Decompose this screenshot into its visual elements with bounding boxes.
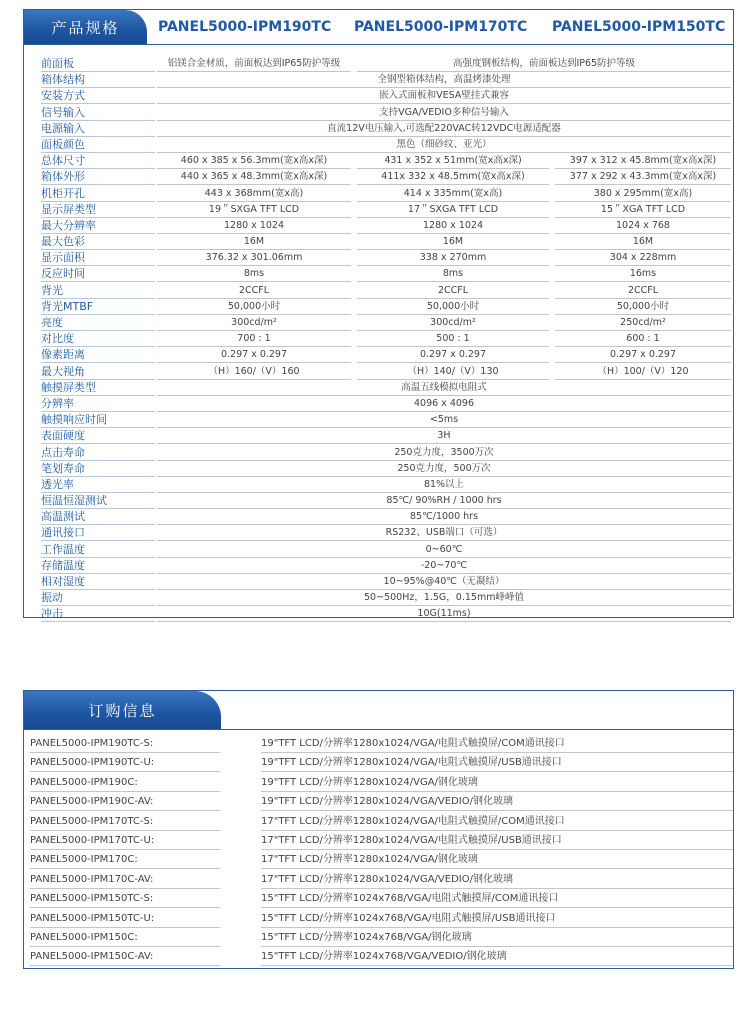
spec-value-190: 440 x 365 x 48.3mm(宽x高x深) — [157, 169, 351, 185]
spec-value-170: 414 x 335mm(宽x高) — [357, 186, 549, 202]
spec-label: 触摸响应时间 — [41, 412, 155, 428]
spec-label: 背光MTBF — [41, 299, 155, 315]
spec-value-170: 338 x 270mm — [357, 250, 549, 266]
spec-value-190: 2CCFL — [157, 283, 351, 299]
spec-row — [24, 396, 733, 412]
spec-row — [24, 169, 733, 185]
order-row — [24, 890, 733, 909]
spec-label: 振动 — [41, 590, 155, 606]
order-description: 15"TFT LCD/分辨率1024x768/VGA/电阻式触摸屏/COM通讯接口 — [261, 890, 733, 908]
spec-value-all: 10~95%@40℃（无凝结） — [157, 574, 731, 590]
order-part-number: PANEL5000-IPM170C: — [30, 851, 220, 869]
spec-value-170: 50,000小时 — [357, 299, 549, 315]
order-part-number: PANEL5000-IPM190C-AV: — [30, 793, 220, 811]
spec-value-170: 0.297 x 0.297 — [357, 347, 549, 363]
order-description: 19"TFT LCD/分辨率1280x1024/VGA/钢化玻璃 — [261, 774, 733, 792]
spec-row — [24, 606, 733, 622]
spec-value-all: 黑色（细砂纹、亚光） — [157, 137, 731, 153]
order-header-label: 订购信息 — [24, 691, 221, 729]
spec-value-170: 17＂SXGA TFT LCD — [357, 202, 549, 218]
order-row — [24, 735, 733, 754]
spec-value-all: RS232、USB端口（可选） — [157, 525, 731, 541]
spec-value-190: 0.297 x 0.297 — [157, 347, 351, 363]
spec-row — [24, 250, 733, 266]
spec-value-all: 81%以上 — [157, 477, 731, 493]
order-row — [24, 871, 733, 890]
spec-row — [24, 299, 733, 315]
model-name-150: PANEL5000-IPM150TC — [552, 19, 726, 35]
spec-value-150: 250cd/m² — [555, 315, 731, 331]
order-part-number: PANEL5000-IPM150C: — [30, 929, 220, 947]
spec-header-label: 产品规格 — [24, 10, 147, 44]
model-name-170: PANEL5000-IPM170TC — [354, 19, 528, 35]
spec-row — [24, 509, 733, 525]
spec-value-170: 431 x 352 x 51mm(宽x高x深) — [357, 153, 549, 169]
spec-label: 机柜开孔 — [41, 186, 155, 202]
spec-row — [24, 186, 733, 202]
order-description: 15"TFT LCD/分辨率1024x768/VGA/电阻式触摸屏/USB通讯接口 — [261, 910, 733, 928]
spec-row — [24, 364, 733, 380]
spec-value-all: 85℃/1000 hrs — [157, 509, 731, 525]
spec-label: 箱体结构 — [41, 72, 155, 88]
spec-value-150: 600 : 1 — [555, 331, 731, 347]
spec-value-all: 4096 x 4096 — [157, 396, 731, 412]
spec-label: 高温测试 — [41, 509, 155, 525]
spec-label: 前面板 — [41, 56, 155, 72]
order-description: 17"TFT LCD/分辨率1280x1024/VGA/钢化玻璃 — [261, 851, 733, 869]
spec-value-190: 700 : 1 — [157, 331, 351, 347]
spec-label: 表面硬度 — [41, 428, 155, 444]
spec-row — [24, 461, 733, 477]
order-table — [23, 690, 734, 969]
order-header — [24, 691, 733, 730]
spec-value-190: 460 x 385 x 56.3mm(宽x高x深) — [157, 153, 351, 169]
spec-label: 笔划寿命 — [41, 461, 155, 477]
order-part-number: PANEL5000-IPM170C-AV: — [30, 871, 220, 889]
spec-label: 背光 — [41, 283, 155, 299]
spec-value-all: 高温五线模拟电阻式 — [157, 380, 731, 396]
spec-value-150: 16M — [555, 234, 731, 250]
order-description: 19"TFT LCD/分辨率1280x1024/VGA/电阻式触摸屏/COM通讯接口 — [261, 735, 733, 753]
spec-value-150: 0.297 x 0.297 — [555, 347, 731, 363]
spec-value-190: 16M — [157, 234, 351, 250]
spec-row — [24, 202, 733, 218]
spec-value-150: 397 x 312 x 45.8mm(宽x高x深) — [555, 153, 731, 169]
spec-row — [24, 121, 733, 137]
spec-label: 箱体外形 — [41, 169, 155, 185]
spec-value-170: 1280 x 1024 — [357, 218, 549, 234]
spec-row — [24, 574, 733, 590]
spec-row — [24, 558, 733, 574]
spec-value-190: 8ms — [157, 266, 351, 282]
spec-value-190: 50,000小时 — [157, 299, 351, 315]
order-row — [24, 832, 733, 851]
spec-value-all: 支持VGA/VEDIO多种信号输入 — [157, 105, 731, 121]
order-part-number: PANEL5000-IPM150TC-U: — [30, 910, 220, 928]
spec-row — [24, 477, 733, 493]
order-part-number: PANEL5000-IPM190C: — [30, 774, 220, 792]
spec-row — [24, 315, 733, 331]
order-description: 17"TFT LCD/分辨率1280x1024/VGA/VEDIO/钢化玻璃 — [261, 871, 733, 889]
spec-label: 最大视角 — [41, 364, 155, 380]
spec-label: 相对湿度 — [41, 574, 155, 590]
spec-row — [24, 72, 733, 88]
spec-value-all: 85℃/ 90%RH / 1000 hrs — [157, 493, 731, 509]
spec-label: 分辨率 — [41, 396, 155, 412]
order-part-number: PANEL5000-IPM150C-AV: — [30, 948, 220, 966]
spec-label: 总体尺寸 — [41, 153, 155, 169]
model-name-190: PANEL5000-IPM190TC — [158, 19, 332, 35]
order-row — [24, 910, 733, 929]
order-row — [24, 754, 733, 773]
spec-value-170: （H）140/（V）130 — [357, 364, 549, 380]
order-row — [24, 813, 733, 832]
order-row — [24, 774, 733, 793]
spec-value-190: 1280 x 1024 — [157, 218, 351, 234]
order-description: 17"TFT LCD/分辨率1280x1024/VGA/电阻式触摸屏/USB通讯接口 — [261, 832, 733, 850]
spec-row — [24, 445, 733, 461]
spec-value-all: 3H — [157, 428, 731, 444]
spec-label: 触摸屏类型 — [41, 380, 155, 396]
spec-label: 安装方式 — [41, 88, 155, 104]
spec-value-170: 16M — [357, 234, 549, 250]
order-row — [24, 948, 733, 967]
spec-value-190: 300cd/m² — [157, 315, 351, 331]
spec-row — [24, 412, 733, 428]
spec-row — [24, 266, 733, 282]
spec-label: 亮度 — [41, 315, 155, 331]
spec-value-190: （H）160/（V）160 — [157, 364, 351, 380]
spec-value-all: <5ms — [157, 412, 731, 428]
order-row — [24, 793, 733, 812]
spec-value-all: 直流12V电压输入,可选配220VAC转12VDC电源适配器 — [157, 121, 731, 137]
spec-label: 面板颜色 — [41, 137, 155, 153]
spec-row — [24, 331, 733, 347]
spec-label: 冲击 — [41, 606, 155, 622]
spec-table — [23, 9, 734, 621]
spec-row — [24, 542, 733, 558]
spec-value-190: 铝镁合金材质，前面板达到IP65防护等级 — [157, 56, 351, 72]
spec-row — [24, 234, 733, 250]
spec-value-all: 250克力度，3500万次 — [157, 445, 731, 461]
spec-row — [24, 137, 733, 153]
spec-row — [24, 590, 733, 606]
spec-value-all: 全钢型箱体结构，高温烤漆处理 — [157, 72, 731, 88]
order-description: 17"TFT LCD/分辨率1280x1024/VGA/电阻式触摸屏/COM通讯接口 — [261, 813, 733, 831]
order-row — [24, 851, 733, 870]
spec-row — [24, 56, 733, 72]
spec-value-all: 250克力度，500万次 — [157, 461, 731, 477]
spec-value-150: 16ms — [555, 266, 731, 282]
spec-row — [24, 380, 733, 396]
spec-label: 最大色彩 — [41, 234, 155, 250]
spec-label: 最大分辨率 — [41, 218, 155, 234]
order-part-number: PANEL5000-IPM170TC-U: — [30, 832, 220, 850]
spec-value-170: 411x 332 x 48.5mm(宽x高x深) — [357, 169, 549, 185]
spec-value-150: （H）100/（V）120 — [555, 364, 731, 380]
spec-value-150: 377 x 292 x 43.3mm(宽x高x深) — [555, 169, 731, 185]
spec-header — [24, 10, 733, 45]
spec-value-all: 50~500Hz，1.5G，0.15mm峰峰值 — [157, 590, 731, 606]
spec-value-all: 10G(11ms) — [157, 606, 731, 622]
spec-label: 像素距离 — [41, 347, 155, 363]
spec-label: 对比度 — [41, 331, 155, 347]
spec-value-170: 300cd/m² — [357, 315, 549, 331]
spec-label: 显示面积 — [41, 250, 155, 266]
spec-row — [24, 153, 733, 169]
spec-label: 点击寿命 — [41, 445, 155, 461]
order-row — [24, 929, 733, 948]
spec-value-150: 50,000小时 — [555, 299, 731, 315]
spec-value-190: 443 x 368mm(宽x高) — [157, 186, 351, 202]
order-rows — [24, 735, 733, 968]
order-description: 19"TFT LCD/分辨率1280x1024/VGA/电阻式触摸屏/USB通讯接口 — [261, 754, 733, 772]
spec-label: 恒温恒湿测试 — [41, 493, 155, 509]
spec-label: 电源输入 — [41, 121, 155, 137]
spec-row — [24, 428, 733, 444]
order-part-number: PANEL5000-IPM150TC-S: — [30, 890, 220, 908]
spec-row — [24, 493, 733, 509]
spec-label: 显示屏类型 — [41, 202, 155, 218]
spec-value-150: 15＂XGA TFT LCD — [555, 202, 731, 218]
order-description: 19"TFT LCD/分辨率1280x1024/VGA/VEDIO/钢化玻璃 — [261, 793, 733, 811]
spec-value-all: -20~70℃ — [157, 558, 731, 574]
spec-row — [24, 88, 733, 104]
spec-value-170: 500 : 1 — [357, 331, 549, 347]
spec-value-190: 376.32 x 301.06mm — [157, 250, 351, 266]
spec-value-150: 380 x 295mm(宽x高) — [555, 186, 731, 202]
spec-value-190: 19＂SXGA TFT LCD — [157, 202, 351, 218]
spec-rows — [24, 56, 733, 623]
spec-row — [24, 218, 733, 234]
order-description: 15"TFT LCD/分辨率1024x768/VGA/钢化玻璃 — [261, 929, 733, 947]
spec-value-150: 2CCFL — [555, 283, 731, 299]
spec-label: 透光率 — [41, 477, 155, 493]
spec-row — [24, 525, 733, 541]
order-part-number: PANEL5000-IPM190TC-U: — [30, 754, 220, 772]
order-part-number: PANEL5000-IPM190TC-S: — [30, 735, 220, 753]
spec-value-all: 0~60℃ — [157, 542, 731, 558]
spec-label: 信号输入 — [41, 105, 155, 121]
spec-label: 通讯接口 — [41, 525, 155, 541]
spec-label: 存储温度 — [41, 558, 155, 574]
spec-row — [24, 347, 733, 363]
spec-value-170-150: 高强度钢板结构，前面板达到IP65防护等级 — [357, 56, 731, 72]
spec-value-all: 嵌入式面板和VESA壁挂式兼容 — [157, 88, 731, 104]
order-description: 15"TFT LCD/分辨率1024x768/VGA/VEDIO/钢化玻璃 — [261, 948, 733, 966]
spec-row — [24, 283, 733, 299]
spec-value-170: 8ms — [357, 266, 549, 282]
spec-label: 反应时间 — [41, 266, 155, 282]
spec-value-150: 304 x 228mm — [555, 250, 731, 266]
spec-label: 工作温度 — [41, 542, 155, 558]
spec-value-150: 1024 x 768 — [555, 218, 731, 234]
order-part-number: PANEL5000-IPM170TC-S: — [30, 813, 220, 831]
spec-value-170: 2CCFL — [357, 283, 549, 299]
spec-row — [24, 105, 733, 121]
